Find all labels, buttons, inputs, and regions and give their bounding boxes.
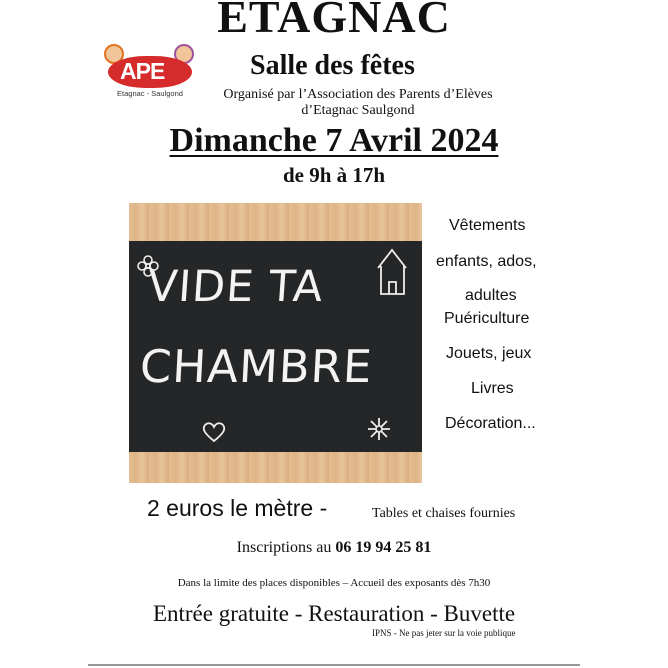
town-title: ETAGNAC (217, 0, 451, 42)
event-date (0, 122, 668, 160)
item-childcare: Puériculture (444, 310, 530, 327)
house-icon (374, 244, 410, 300)
price-note: Tables et chaises fournies (372, 506, 516, 521)
logo-subtitle: Etagnac - Saulgond (117, 89, 183, 98)
item-books: Livres (471, 380, 514, 397)
organizer-text (208, 87, 508, 119)
price-line (147, 495, 327, 522)
item-toys: Jouets, jeux (446, 345, 532, 362)
chalkboard-line-1: VIDE TA (146, 262, 326, 312)
divider (88, 664, 580, 666)
flower-icon (134, 252, 162, 282)
ape-logo (102, 42, 198, 104)
heart-icon (200, 420, 228, 444)
item-clothing: Vêtements (449, 217, 526, 234)
limit-notice: Dans la limite des places disponibles – Accueil des exposants dès 7h30 (177, 577, 491, 589)
item-decoration: Décoration... (445, 415, 536, 432)
venue-title: Salle des fêtes (250, 50, 415, 81)
event-date-text: Dimanche 7 Avril 2024 (169, 122, 499, 159)
price-separator: - (319, 495, 328, 521)
organizer-line-2: d’Etagnac Saulgond (301, 103, 415, 118)
organizer-line-1: Organisé par l’Association des Parents d’Elèves (223, 87, 493, 102)
price-text: 2 euros le mètre (147, 495, 314, 521)
item-ages: enfants, ados, (436, 253, 537, 270)
entry-line: Entrée gratuite - Restauration - Buvette (152, 601, 516, 626)
ipns-notice: IPNS - Ne pas jeter sur la voie publique (372, 628, 516, 638)
registration-line (0, 539, 668, 557)
chalkboard-line-2: CHAMBRE (138, 340, 374, 393)
logo-acronym: APE (120, 58, 165, 84)
registration-label: Inscriptions au (236, 539, 332, 556)
event-hours: de 9h à 17h (282, 163, 386, 187)
star-icon (366, 416, 392, 442)
registration-phone: 06 19 94 25 81 (335, 539, 432, 556)
item-adults: adultes (465, 287, 517, 304)
